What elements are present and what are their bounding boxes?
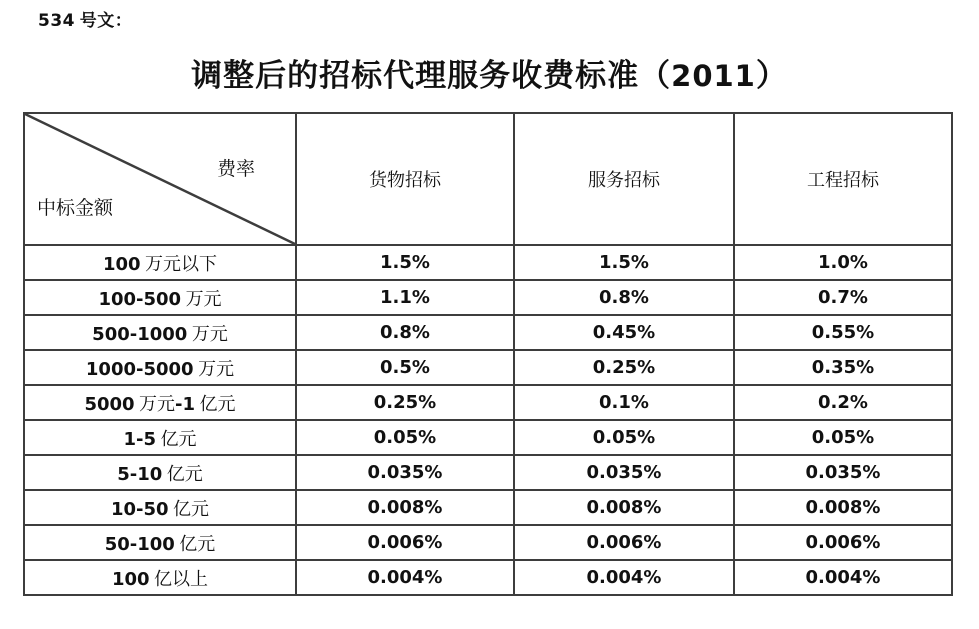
row-label-cell: 100 万元以下 [24, 245, 296, 280]
fee-value-cell [514, 525, 734, 560]
numeric-text: 0.006% [367, 532, 443, 553]
numeric-text: 1-5 [123, 428, 157, 450]
fee-value-cell [296, 245, 514, 280]
table-row [24, 245, 952, 280]
fee-rate-table [23, 112, 953, 596]
fee-value-cell [514, 315, 734, 350]
corner-header-cell [24, 113, 296, 245]
numeric-text: -1 [175, 393, 196, 415]
numeric-text: 5000 [84, 393, 135, 415]
numeric-text: 0.035% [586, 462, 662, 483]
numeric-text: 0.2% [818, 392, 868, 413]
numeric-text: 0.55% [811, 322, 875, 343]
page-title: 调整后的招标代理服务收费标准（2011） [191, 58, 788, 93]
numeric-text: 500-1000 [92, 323, 188, 345]
fee-value-cell [734, 420, 952, 455]
numeric-text: 2011 [671, 59, 756, 93]
numeric-text: 0.8% [599, 287, 649, 308]
fee-value-cell [296, 385, 514, 420]
fee-value-cell [296, 280, 514, 315]
table-row [24, 455, 952, 490]
fee-value-cell [296, 490, 514, 525]
fee-value-cell [734, 525, 952, 560]
fee-value-cell [514, 420, 734, 455]
numeric-text: 1.1% [380, 287, 430, 308]
fee-value-cell [514, 245, 734, 280]
numeric-text: 0.45% [592, 322, 656, 343]
table-row [24, 525, 952, 560]
numeric-text: 0.008% [586, 497, 662, 518]
numeric-text: 0.004% [586, 567, 662, 588]
fee-value-cell [734, 315, 952, 350]
row-label-cell: 5-10 亿元 [24, 455, 296, 490]
doc-number-label: 534 号文： [38, 11, 133, 31]
numeric-text: 0.006% [805, 532, 881, 553]
row-label-cell: 100-500 万元 [24, 280, 296, 315]
numeric-text: 1.5% [599, 252, 649, 273]
column-header-engineering-bidding: 工程招标 [734, 113, 952, 245]
fee-value-cell [514, 385, 734, 420]
fee-value-cell [734, 455, 952, 490]
numeric-text: 534 [38, 11, 75, 31]
numeric-text: 0.004% [367, 567, 443, 588]
fee-value-cell [296, 315, 514, 350]
fee-value-cell [296, 350, 514, 385]
numeric-text: 100-500 [98, 288, 182, 310]
numeric-text: 1.5% [380, 252, 430, 273]
numeric-text: 0.05% [811, 427, 875, 448]
column-header-goods-bidding: 货物招标 [296, 113, 514, 245]
fee-value-cell [296, 455, 514, 490]
numeric-text: 0.25% [592, 357, 656, 378]
table-row [24, 350, 952, 385]
numeric-text: 0.05% [373, 427, 437, 448]
fee-value-cell [734, 490, 952, 525]
numeric-text: 1000-5000 [85, 358, 194, 380]
fee-value-cell [514, 350, 734, 385]
fee-value-cell [734, 280, 952, 315]
fee-value-cell [734, 245, 952, 280]
numeric-text: 0.05% [592, 427, 656, 448]
numeric-text: 0.35% [811, 357, 875, 378]
fee-value-cell [296, 525, 514, 560]
numeric-text: 10-50 [110, 498, 169, 520]
numeric-text: 0.1% [599, 392, 649, 413]
row-label-cell: 100 亿以上 [24, 560, 296, 595]
numeric-text: 0.7% [818, 287, 868, 308]
fee-value-cell [734, 385, 952, 420]
corner-label-bid-amount: 中标金额 [37, 198, 114, 219]
fee-value-cell [296, 420, 514, 455]
table-row [24, 420, 952, 455]
numeric-text: 0.006% [586, 532, 662, 553]
numeric-text: 50-100 [104, 533, 175, 555]
numeric-text: 0.008% [367, 497, 443, 518]
numeric-text: 0.25% [373, 392, 437, 413]
numeric-text: 0.035% [367, 462, 443, 483]
row-label-cell: 1-5 亿元 [24, 420, 296, 455]
fee-value-cell [514, 455, 734, 490]
table-row [24, 560, 952, 595]
numeric-text: 0.8% [380, 322, 430, 343]
fee-value-cell [514, 280, 734, 315]
fee-value-cell [514, 490, 734, 525]
row-label-cell: 10-50 亿元 [24, 490, 296, 525]
numeric-text: 0.035% [805, 462, 881, 483]
table-row [24, 385, 952, 420]
table-row [24, 315, 952, 350]
numeric-text: 1.0% [818, 252, 868, 273]
row-label-cell: 5000 万元-1 亿元 [24, 385, 296, 420]
numeric-text: 100 [102, 253, 141, 275]
fee-value-cell [296, 560, 514, 595]
numeric-text: 0.008% [805, 497, 881, 518]
table-row [24, 280, 952, 315]
numeric-text: 100 [111, 568, 150, 590]
fee-value-cell [734, 350, 952, 385]
numeric-text: 5-10 [117, 463, 163, 485]
numeric-text: 0.5% [380, 357, 430, 378]
row-label-cell: 1000-5000 万元 [24, 350, 296, 385]
corner-label-rate: 费率 [216, 159, 255, 180]
row-label-cell: 500-1000 万元 [24, 315, 296, 350]
fee-value-cell [514, 560, 734, 595]
numeric-text: 0.004% [805, 567, 881, 588]
table-row [24, 490, 952, 525]
row-label-cell: 50-100 亿元 [24, 525, 296, 560]
fee-value-cell [734, 560, 952, 595]
column-header-service-bidding: 服务招标 [514, 113, 734, 245]
table-header-row [24, 113, 952, 245]
